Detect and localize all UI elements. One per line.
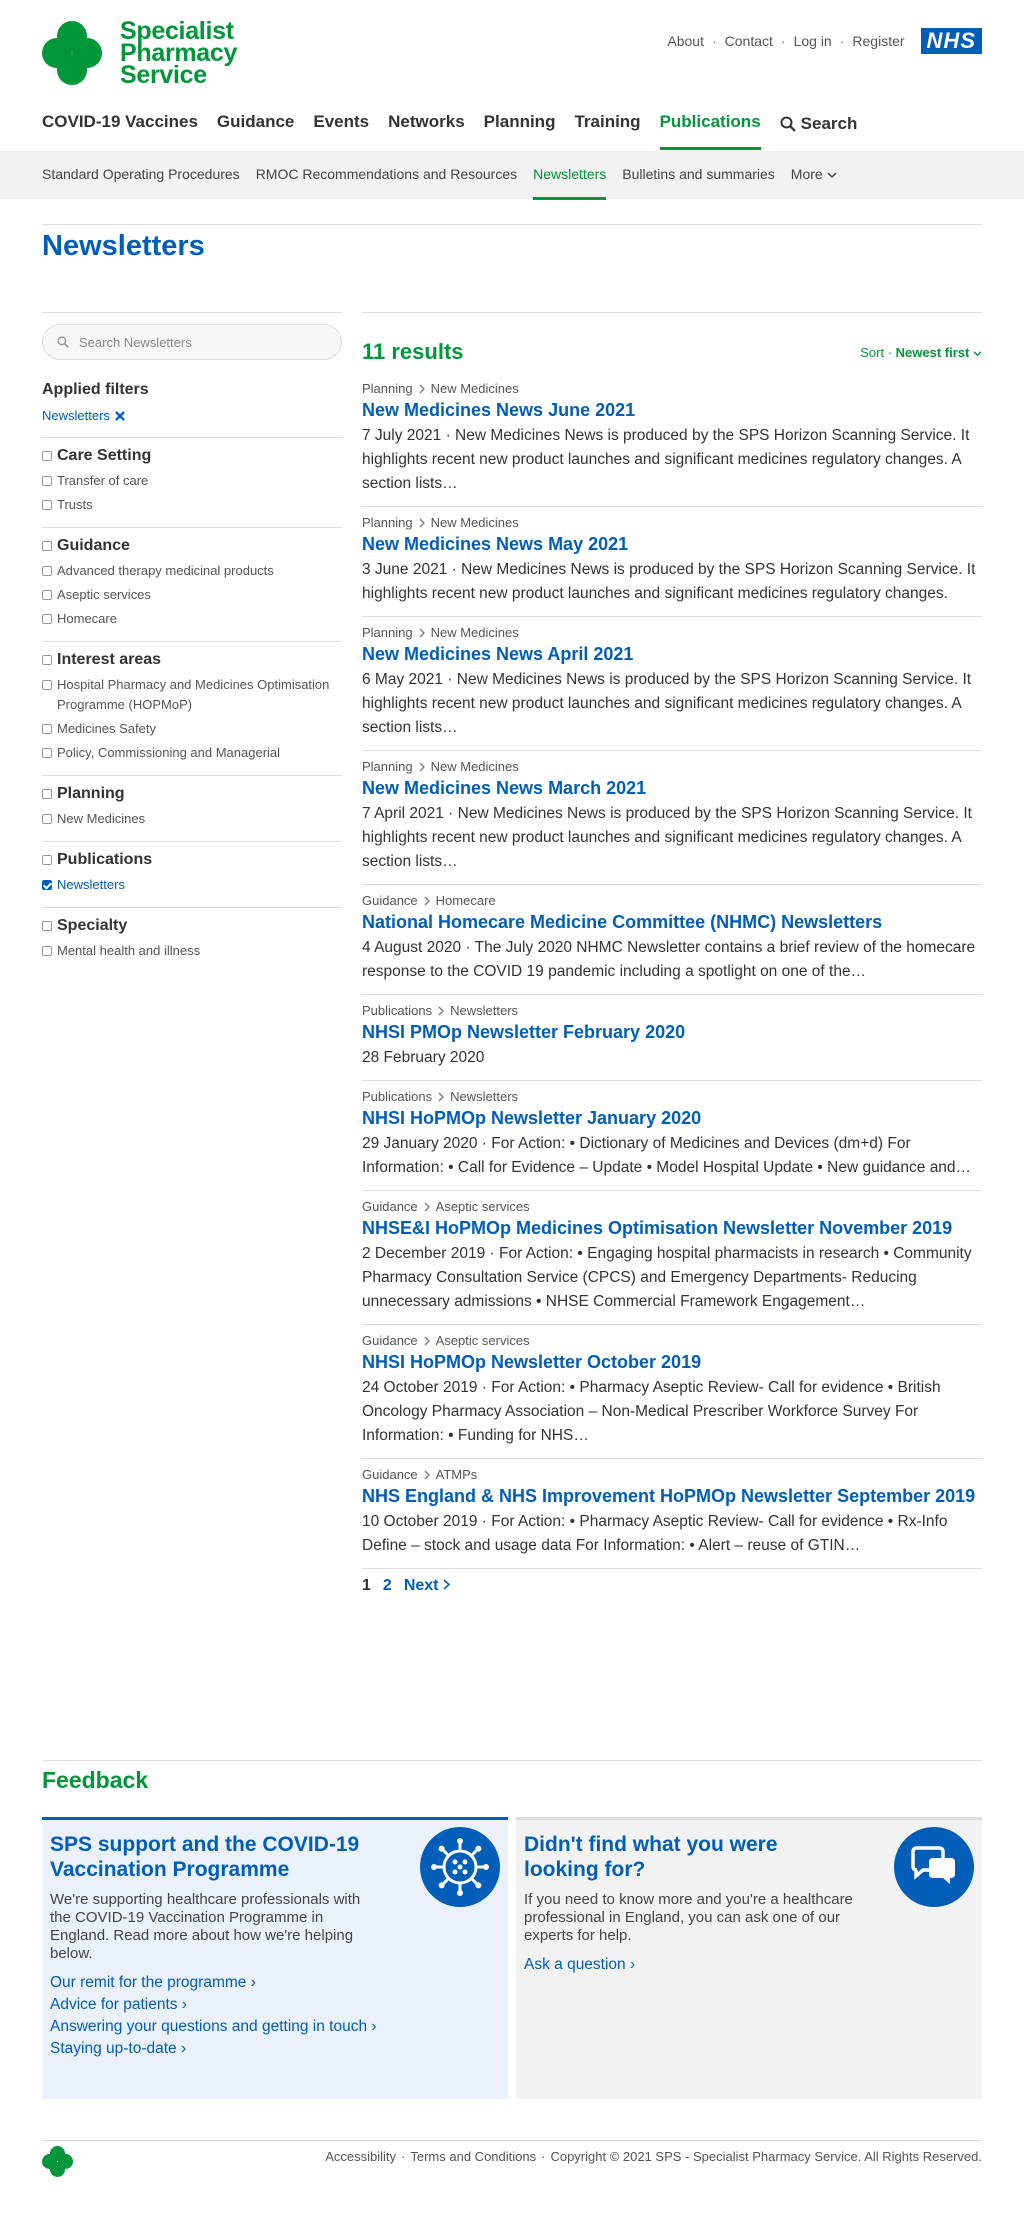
filter-group-care-setting bbox=[42, 437, 342, 515]
breadcrumb-parent[interactable]: Publications bbox=[362, 1089, 433, 1104]
filter-group-title[interactable] bbox=[42, 785, 342, 803]
filter-group-label: Specialty bbox=[57, 917, 128, 934]
nav-publications[interactable]: Publications bbox=[660, 112, 761, 150]
nhs-logo[interactable]: NHS bbox=[921, 28, 982, 54]
filter-sidebar bbox=[42, 312, 342, 965]
result-title-link[interactable]: NHSE&I HoPMOp Medicines Optimisation Newsletter November 2019 bbox=[362, 1218, 953, 1238]
filter-option-label: New Medicines bbox=[57, 811, 146, 826]
sps-logo-icon[interactable] bbox=[42, 2146, 72, 2176]
result-item bbox=[362, 373, 982, 506]
breadcrumb-parent[interactable]: Planning bbox=[362, 381, 413, 396]
next-page-button[interactable] bbox=[404, 1577, 450, 1595]
subnav-newsletters[interactable]: Newsletters bbox=[533, 166, 606, 200]
chevron-right-icon bbox=[419, 762, 425, 772]
results-count: 11 results bbox=[362, 339, 464, 364]
feedback-heading: Feedback bbox=[42, 1767, 149, 1793]
subnav-rmoc[interactable]: RMOC Recommendations and Resources bbox=[255, 166, 518, 182]
chat-bubbles-icon bbox=[894, 1827, 974, 1907]
breadcrumb-child[interactable]: Aseptic services bbox=[435, 1333, 530, 1348]
applied-filters-heading: Applied filters bbox=[42, 381, 149, 398]
result-item bbox=[362, 1458, 982, 1568]
chevron-right-icon bbox=[424, 896, 430, 906]
result-item bbox=[362, 994, 982, 1080]
subnav-more[interactable] bbox=[791, 166, 837, 200]
result-item bbox=[362, 750, 982, 884]
search-input[interactable] bbox=[42, 324, 342, 360]
result-item bbox=[362, 1080, 982, 1190]
divider bbox=[42, 224, 982, 225]
filter-option-label: Hospital Pharmacy and Medicines Optimisation Programme (HOPMoP) bbox=[57, 677, 330, 712]
applied-filter-label: Newsletters bbox=[42, 408, 110, 423]
filter-group-title[interactable] bbox=[42, 917, 342, 935]
separator: · bbox=[711, 33, 717, 49]
chevron-right-icon bbox=[424, 1336, 430, 1346]
result-item bbox=[362, 1190, 982, 1324]
result-title-link[interactable]: NHSI PMOp Newsletter February 2020 bbox=[362, 1022, 686, 1042]
filter-group-label: Interest areas bbox=[57, 651, 162, 668]
filter-option-label: Homecare bbox=[57, 611, 117, 626]
card-title: SPS support and the COVID-19 Vaccination Programme bbox=[50, 1833, 360, 1881]
divider bbox=[42, 312, 342, 313]
filter-option[interactable] bbox=[42, 495, 342, 515]
result-breadcrumb bbox=[362, 759, 982, 774]
result-item bbox=[362, 506, 982, 616]
breadcrumb-child[interactable]: Newsletters bbox=[450, 1089, 519, 1104]
page-title: Newsletters bbox=[42, 230, 205, 262]
filter-option-label: Medicines Safety bbox=[57, 721, 156, 736]
checkbox[interactable] bbox=[42, 946, 52, 956]
chevron-right-icon bbox=[424, 1470, 430, 1480]
page-1[interactable]: 1 bbox=[362, 1577, 371, 1594]
sort-dropdown[interactable] bbox=[860, 345, 982, 360]
subnav-bulletins[interactable]: Bulletins and summaries bbox=[622, 166, 775, 182]
result-breadcrumb bbox=[362, 893, 982, 908]
sort-label: Sort · bbox=[860, 344, 893, 360]
result-summary: 4 August 2020 · The July 2020 NHMC Newsletter contains a brief review of the homecare response to the COVID 19 pandemic including a spotlight on one of the… bbox=[362, 939, 976, 980]
ask-question-link[interactable]: Ask a question › bbox=[524, 1956, 636, 1973]
breadcrumb-child[interactable]: Homecare bbox=[435, 893, 496, 908]
result-title-link[interactable]: NHS England & NHS Improvement HoPMOp Newsletter September 2019 bbox=[362, 1486, 976, 1506]
result-summary: 10 October 2019 · For Action: • Pharmacy Aseptic Review- Call for evidence • Rx-Info Define – stock and usage data For Information: • Alert – reuse of GTIN… bbox=[362, 1513, 948, 1554]
copyright-text: Copyright © 2021 SPS - Specialist Pharmacy Service. All Rights Reserved. bbox=[550, 2149, 982, 2164]
next-label: Next bbox=[403, 1577, 439, 1594]
filter-option[interactable] bbox=[42, 471, 342, 491]
breadcrumb-child[interactable]: New Medicines bbox=[430, 381, 519, 396]
result-summary: 7 April 2021 · New Medicines News is produced by the SPS Horizon Scanning Service. It highlights recent new product launches and significant medicines regulatory changes. A section lists… bbox=[362, 805, 972, 870]
result-summary: 7 July 2021 · New Medicines News is produced by the SPS Horizon Scanning Service. It highlights recent new product launches and significant medicines regulatory changes. A section lists… bbox=[362, 427, 970, 492]
footer-links bbox=[325, 2149, 982, 2164]
breadcrumb-parent[interactable]: Guidance bbox=[362, 893, 418, 908]
result-summary: 3 June 2021 · New Medicines News is produced by the SPS Horizon Scanning Service. It highlights recent new product launches and significant medicines regulatory changes. bbox=[362, 561, 976, 602]
sps-logo[interactable] bbox=[42, 17, 238, 89]
checkbox-checked[interactable] bbox=[42, 880, 52, 890]
breadcrumb-child[interactable]: New Medicines bbox=[430, 625, 519, 640]
filter-option[interactable] bbox=[42, 561, 342, 581]
filter-option[interactable] bbox=[42, 609, 342, 629]
filter-option[interactable] bbox=[42, 875, 342, 895]
card-title: Didn't find what you were looking for? bbox=[524, 1833, 778, 1881]
result-breadcrumb bbox=[362, 515, 982, 530]
chevron-right-icon bbox=[419, 628, 425, 638]
result-item bbox=[362, 616, 982, 750]
link-label: Staying up-to-date bbox=[50, 2040, 177, 2057]
filter-option-label: Mental health and illness bbox=[57, 943, 201, 958]
logo-line-1: Specialist bbox=[120, 17, 234, 45]
sort-value: Newest first bbox=[895, 344, 970, 360]
link-label: Ask a question bbox=[524, 1956, 626, 1973]
checkbox[interactable] bbox=[42, 476, 52, 486]
results-header bbox=[362, 313, 982, 373]
terms-link[interactable]: Terms and Conditions bbox=[410, 2149, 537, 2164]
filter-group-label: Care Setting bbox=[57, 447, 152, 464]
result-breadcrumb bbox=[362, 1333, 982, 1348]
nav-guidance[interactable]: Guidance bbox=[216, 112, 295, 131]
results-list bbox=[362, 312, 982, 1595]
chevron-down-icon bbox=[973, 350, 982, 357]
login-link[interactable]: Log in bbox=[793, 33, 832, 49]
sps-logo-icon bbox=[42, 21, 102, 85]
ask-expert-card bbox=[516, 1817, 982, 2099]
filter-option-label: Aseptic services bbox=[57, 587, 151, 602]
nav-search[interactable] bbox=[780, 112, 858, 150]
chevron-right-icon bbox=[438, 1006, 444, 1016]
search-placeholder: Search Newsletters bbox=[79, 334, 192, 350]
subnav-more-label: More bbox=[790, 166, 823, 182]
nav-training[interactable]: Training bbox=[574, 112, 641, 131]
checkbox[interactable] bbox=[42, 680, 52, 690]
accessibility-link[interactable]: Accessibility bbox=[325, 2149, 397, 2164]
filter-option-label: Policy, Commissioning and Managerial bbox=[57, 745, 281, 760]
separator: · bbox=[780, 33, 786, 49]
chevron-right-icon bbox=[438, 1092, 444, 1102]
result-title-link[interactable]: New Medicines News March 2021 bbox=[362, 778, 647, 798]
filter-group-specialty bbox=[42, 907, 342, 961]
result-summary: 2 December 2019 · For Action: • Engaging hospital pharmacists in research • Community Pharmacy Consultation Service (CPCS) and Emergency Departments- Reducing unnecessary admissions • NHSE Commercial Framework Engagement… bbox=[362, 1245, 972, 1310]
result-breadcrumb bbox=[362, 1199, 982, 1214]
divider bbox=[42, 1760, 982, 1761]
filter-option-label: Trusts bbox=[57, 497, 93, 512]
link-label: Answering your questions and getting in touch bbox=[50, 2018, 368, 2035]
breadcrumb-parent[interactable]: Guidance bbox=[362, 1467, 418, 1482]
contact-link[interactable]: Contact bbox=[724, 33, 773, 49]
filter-group-title[interactable] bbox=[42, 651, 342, 669]
nav-networks[interactable]: Networks bbox=[388, 112, 465, 131]
breadcrumb-parent[interactable]: Guidance bbox=[362, 1199, 418, 1214]
link-label: Our remit for the programme bbox=[50, 1974, 247, 1991]
breadcrumb-parent[interactable]: Guidance bbox=[362, 1333, 418, 1348]
breadcrumb-child[interactable]: Newsletters bbox=[450, 1003, 519, 1018]
logo-line-2: Pharmacy bbox=[120, 39, 238, 67]
chevron-right-icon bbox=[419, 518, 425, 528]
filter-group-interest-areas bbox=[42, 641, 342, 763]
checkbox[interactable] bbox=[42, 614, 52, 624]
result-title-link[interactable]: New Medicines News May 2021 bbox=[362, 534, 629, 554]
main-nav bbox=[42, 112, 876, 150]
checkbox[interactable] bbox=[42, 814, 52, 824]
separator: · bbox=[839, 33, 845, 49]
breadcrumb-parent[interactable]: Planning bbox=[362, 759, 413, 774]
filter-group-title[interactable] bbox=[42, 851, 342, 869]
chevron-right-icon bbox=[424, 1202, 430, 1212]
filter-group-label: Guidance bbox=[57, 537, 130, 554]
nav-planning[interactable]: Planning bbox=[483, 112, 556, 131]
chevron-right-icon bbox=[419, 384, 425, 394]
chevron-down-icon bbox=[827, 171, 837, 179]
card-text: If you need to know more and you're a healthcare professional in England, you can ask one of our experts for help. bbox=[524, 1891, 853, 1944]
search-icon bbox=[57, 336, 69, 348]
checkbox[interactable] bbox=[42, 541, 52, 551]
search-icon bbox=[780, 116, 796, 132]
sps-logo-text bbox=[120, 17, 238, 89]
result-breadcrumb bbox=[362, 625, 982, 640]
pagination bbox=[362, 1568, 982, 1595]
virus-icon bbox=[420, 1827, 500, 1907]
card-text: We're supporting healthcare professionals with the COVID-19 Vaccination Programme in England. Read more about how we're helping below. bbox=[50, 1891, 361, 1962]
nav-events[interactable]: Events bbox=[313, 112, 370, 131]
remit-link[interactable]: Our remit for the programme › bbox=[50, 1974, 256, 1991]
checkbox[interactable] bbox=[42, 655, 52, 665]
filter-group-planning bbox=[42, 775, 342, 829]
breadcrumb-child[interactable]: ATMPs bbox=[435, 1467, 478, 1482]
filter-option-label: Newsletters bbox=[57, 877, 125, 892]
result-title-link[interactable]: New Medicines News June 2021 bbox=[362, 400, 636, 420]
chevron-right-icon bbox=[443, 1579, 450, 1590]
result-title-link[interactable]: National Homecare Medicine Committee (NHMC) Newsletters bbox=[362, 912, 883, 932]
checkbox[interactable] bbox=[42, 921, 52, 931]
advice-patients-link[interactable]: Advice for patients › bbox=[50, 1996, 187, 2013]
logo-line-3: Service bbox=[120, 61, 207, 89]
result-breadcrumb bbox=[362, 1003, 982, 1018]
utility-links bbox=[667, 28, 982, 54]
breadcrumb-parent[interactable]: Planning bbox=[362, 625, 413, 640]
filter-option[interactable] bbox=[42, 743, 342, 763]
filter-group-title[interactable] bbox=[42, 537, 342, 555]
separator: · bbox=[541, 2149, 546, 2164]
filter-option[interactable] bbox=[42, 675, 342, 715]
checkbox[interactable] bbox=[42, 789, 52, 799]
result-summary: 24 October 2019 · For Action: • Pharmacy Aseptic Review- Call for evidence • British Oncology Pharmacy Association – Non-Medical Prescriber Workforce Survey For Information: • Funding for NHS… bbox=[362, 1379, 941, 1444]
result-summary: 28 February 2020 bbox=[362, 1049, 485, 1066]
separator: · bbox=[401, 2149, 406, 2164]
close-icon[interactable] bbox=[115, 411, 125, 421]
nav-covid-vaccines[interactable]: COVID-19 Vaccines bbox=[42, 112, 198, 131]
filter-option-label: Advanced therapy medicinal products bbox=[57, 563, 274, 578]
result-title-link[interactable]: New Medicines News April 2021 bbox=[362, 644, 634, 664]
link-label: Advice for patients bbox=[50, 1996, 178, 2013]
result-title-link[interactable]: NHSI HoPMOp Newsletter January 2020 bbox=[362, 1108, 702, 1128]
checkbox[interactable] bbox=[42, 855, 52, 865]
subnav-sops[interactable]: Standard Operating Procedures bbox=[42, 166, 240, 182]
checkbox[interactable] bbox=[42, 748, 52, 758]
result-item bbox=[362, 1324, 982, 1458]
questions-link[interactable]: Answering your questions and getting in touch › bbox=[50, 2018, 377, 2035]
checkbox[interactable] bbox=[42, 451, 52, 461]
result-summary: 29 January 2020 · For Action: • Dictionary of Medicines and Devices (dm+d) For Information: • Call for Evidence – Update • Model Hospital Update • New guidance and… bbox=[362, 1135, 972, 1176]
filter-option[interactable] bbox=[42, 585, 342, 605]
filter-option[interactable] bbox=[42, 809, 342, 829]
filter-group-publications bbox=[42, 841, 342, 895]
filter-group-label: Planning bbox=[57, 785, 125, 802]
applied-filter-chip[interactable] bbox=[42, 408, 342, 423]
filter-group-title[interactable] bbox=[42, 447, 342, 465]
breadcrumb-parent[interactable]: Planning bbox=[362, 515, 413, 530]
breadcrumb-child[interactable]: New Medicines bbox=[430, 759, 519, 774]
checkbox[interactable] bbox=[42, 566, 52, 576]
register-link[interactable]: Register bbox=[852, 33, 905, 49]
result-breadcrumb bbox=[362, 381, 982, 396]
filter-option-label: Transfer of care bbox=[57, 473, 149, 488]
filter-group-label: Publications bbox=[57, 851, 153, 868]
filter-option[interactable] bbox=[42, 719, 342, 739]
result-breadcrumb bbox=[362, 1089, 982, 1104]
divider bbox=[42, 2140, 982, 2141]
result-item bbox=[362, 884, 982, 994]
covid-support-card bbox=[42, 1817, 508, 2099]
nav-search-label: Search bbox=[800, 113, 858, 133]
filter-option[interactable] bbox=[42, 941, 342, 961]
staying-up-to-date-link[interactable]: Staying up-to-date › bbox=[50, 2040, 187, 2057]
checkbox[interactable] bbox=[42, 724, 52, 734]
filter-group-guidance bbox=[42, 527, 342, 629]
result-breadcrumb bbox=[362, 1467, 982, 1482]
sub-nav bbox=[0, 151, 1024, 199]
result-summary: 6 May 2021 · New Medicines News is produced by the SPS Horizon Scanning Service. It highlights recent new product launches and significant medicines regulatory changes. A section lists… bbox=[362, 671, 972, 736]
checkbox[interactable] bbox=[42, 500, 52, 510]
breadcrumb-child[interactable]: New Medicines bbox=[430, 515, 519, 530]
breadcrumb-parent[interactable]: Publications bbox=[362, 1003, 433, 1018]
result-title-link[interactable]: NHSI HoPMOp Newsletter October 2019 bbox=[362, 1352, 702, 1372]
checkbox[interactable] bbox=[42, 590, 52, 600]
page-2[interactable]: 2 bbox=[382, 1577, 392, 1594]
breadcrumb-child[interactable]: Aseptic services bbox=[435, 1199, 530, 1214]
about-link[interactable]: About bbox=[667, 33, 704, 49]
